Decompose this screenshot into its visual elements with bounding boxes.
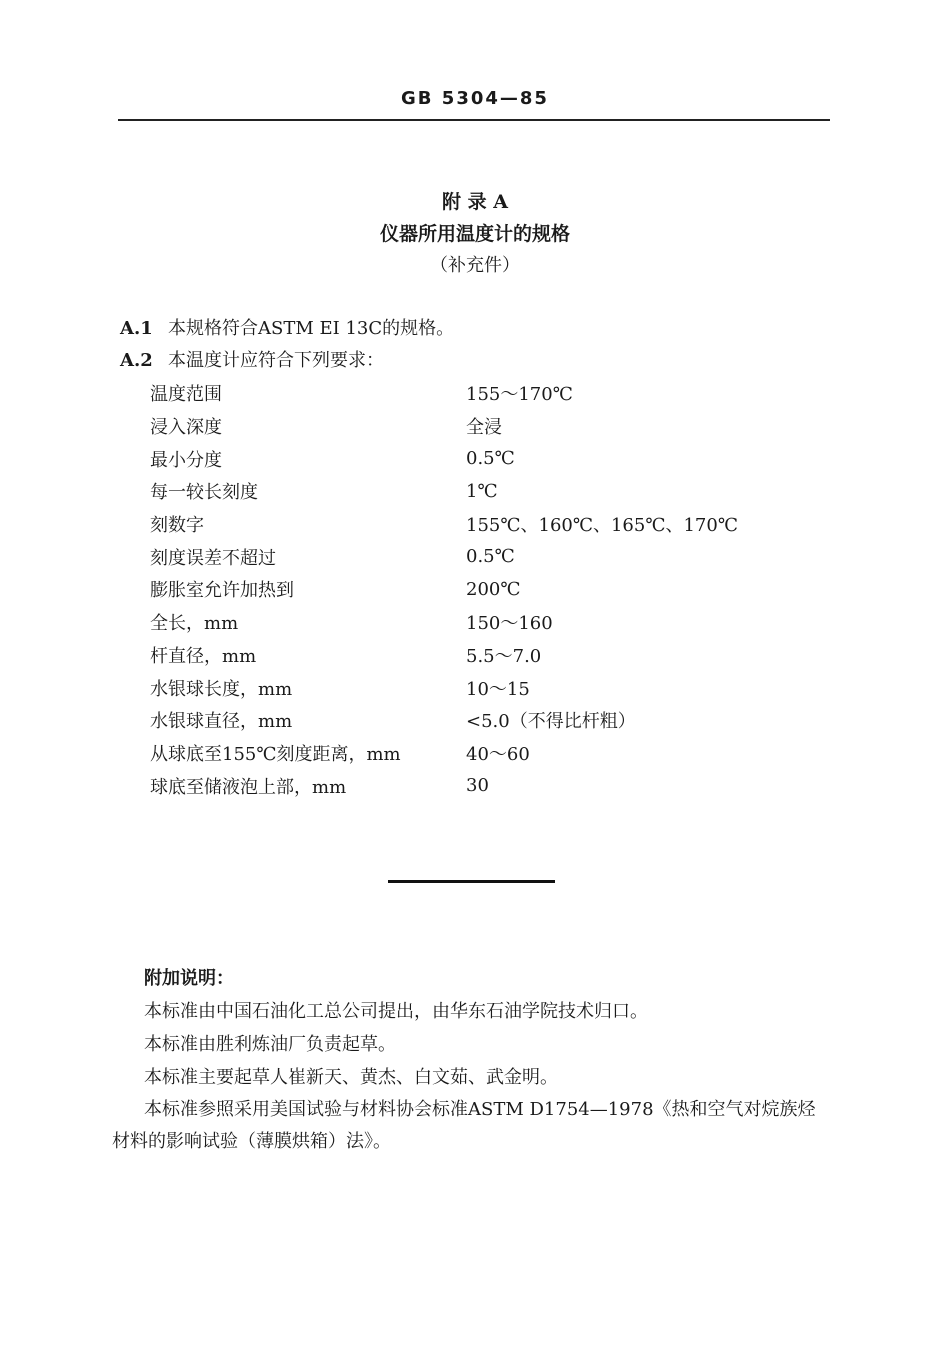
spec-label: 浸入深度 (150, 417, 222, 439)
spec-label: 最小分度 (150, 449, 222, 471)
clause-number: A.1 (120, 318, 153, 339)
spec-value: 5.5～7.0 (466, 645, 542, 667)
spec-row (150, 475, 750, 508)
section-divider (388, 880, 555, 883)
appendix-label: 附 录 A (442, 191, 508, 213)
appendix-title: 仪器所用温度计的规格 (379, 223, 570, 245)
spec-label: 水银球长度，mm (150, 678, 293, 700)
spec-row (150, 606, 750, 639)
title-block (0, 186, 950, 282)
spec-value: 0.5℃ (466, 546, 515, 568)
header-rule (118, 119, 830, 121)
spec-label: 球底至储液泡上部，mm (150, 776, 347, 798)
spec-row (150, 737, 750, 770)
spec-value: 150～160 (466, 613, 553, 635)
note-line: 本标准参照采用美国试验与材料协会标准ASTM D1754—1978《热和空气对烷族烃材料的影响试验（薄膜烘箱）法》。 (112, 1099, 816, 1152)
spec-label: 温度范围 (150, 384, 222, 406)
spec-value: 30 (466, 775, 489, 797)
spec-value: 10～15 (466, 678, 530, 700)
spec-row (150, 769, 750, 802)
spec-label: 刻度误差不超过 (150, 547, 276, 569)
notes-title: 附加说明： (144, 968, 234, 989)
clause-text: 本温度计应符合下列要求： (168, 350, 384, 371)
spec-value: 1℃ (466, 480, 498, 502)
clause-text: 本规格符合ASTM EI 13C的规格。 (168, 318, 455, 339)
spec-label: 每一较长刻度 (150, 482, 258, 504)
spec-row (150, 410, 750, 443)
spec-value: 155～170℃ (466, 384, 573, 406)
spec-label: 杆直径，mm (150, 645, 257, 667)
spec-label: 膨胀室允许加热到 (150, 580, 294, 602)
clause-a2 (120, 346, 384, 372)
document-code: GB 5304—85 (401, 88, 549, 109)
spec-value: 200℃ (466, 578, 521, 600)
spec-label: 水银球直径，mm (150, 711, 293, 733)
spec-value: <5.0（不得比杆粗） (466, 711, 636, 733)
spec-label: 从球底至155℃刻度距离，mm (150, 743, 401, 765)
spec-row (150, 704, 750, 737)
spec-value: 0.5℃ (466, 448, 515, 470)
clause-a1 (120, 314, 454, 340)
spec-row (150, 508, 750, 541)
spec-label: 全长，mm (150, 613, 239, 635)
spec-row (150, 377, 750, 410)
spec-value: 全浸 (466, 417, 502, 439)
spec-value: 40～60 (466, 743, 530, 765)
appendix-subtitle: （补充件） (430, 255, 520, 276)
note-line: 本标准由中国石油化工总公司提出，由华东石油学院技术归口。 (144, 1001, 648, 1022)
spec-row (150, 573, 750, 606)
clause-number: A.2 (120, 350, 153, 371)
note-line: 本标准由胜利炼油厂负责起草。 (144, 1034, 396, 1055)
spec-row (150, 639, 750, 672)
spec-value: 155℃、160℃、165℃、170℃ (466, 515, 738, 537)
spec-label: 刻数字 (150, 515, 204, 537)
spec-table (150, 377, 750, 802)
spec-row (150, 671, 750, 704)
note-line: 本标准主要起草人崔新天、黄杰、白文茹、武金明。 (144, 1067, 558, 1088)
additional-notes (112, 962, 832, 1158)
spec-row (150, 442, 750, 475)
spec-row (150, 540, 750, 573)
